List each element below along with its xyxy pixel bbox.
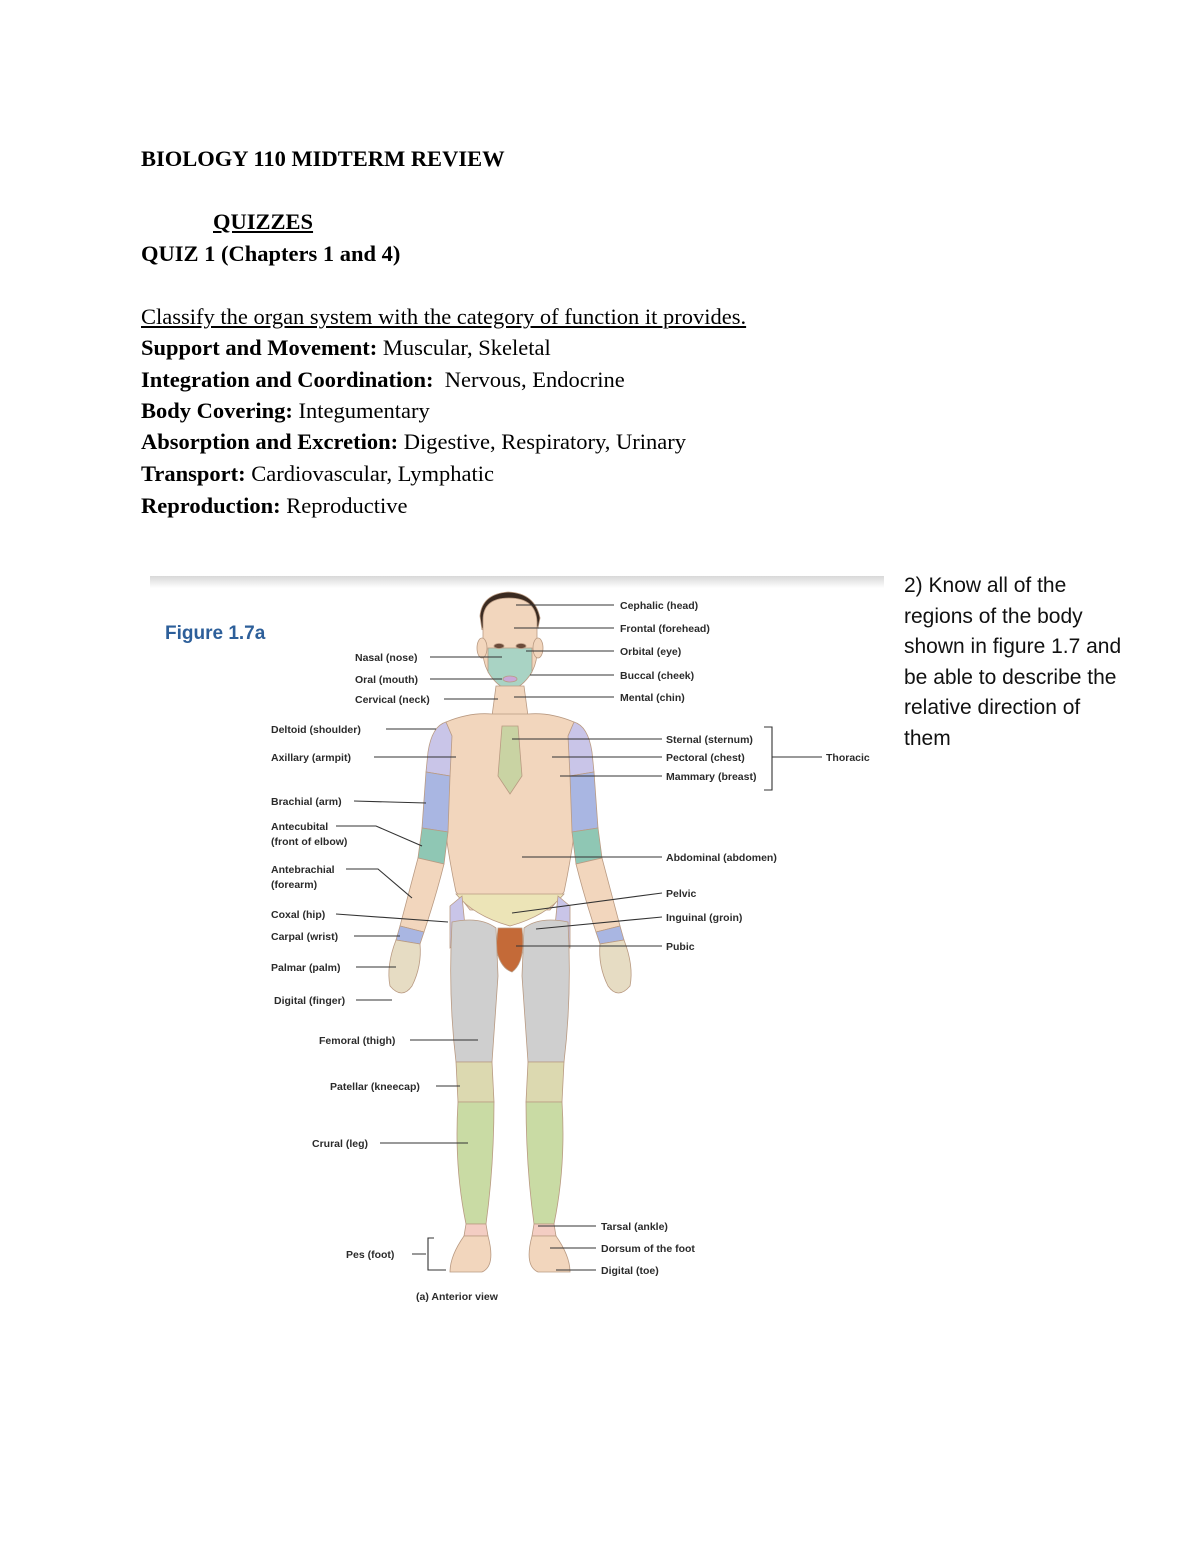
right-foot bbox=[529, 1236, 570, 1272]
right-deltoid-region bbox=[568, 722, 594, 776]
right-ear bbox=[533, 638, 543, 658]
quiz-heading: QUIZ 1 (Chapters 1 and 4) bbox=[141, 241, 401, 266]
label-antebrachial-sub: (forearm) bbox=[271, 879, 318, 891]
thoracic-bracket bbox=[764, 727, 772, 790]
left-foot bbox=[450, 1236, 491, 1272]
category-line bbox=[141, 397, 430, 425]
category-term: Integration and Coordination: bbox=[141, 367, 434, 392]
left-leg bbox=[457, 1102, 494, 1224]
label-antecubital-sub: (front of elbow) bbox=[271, 836, 348, 848]
label-antebrachial: Antebrachial bbox=[271, 864, 335, 876]
category-systems: Nervous, Endocrine bbox=[433, 367, 625, 392]
label-brachial: Brachial (arm) bbox=[271, 796, 342, 808]
left-ankle bbox=[464, 1224, 488, 1236]
mouth bbox=[503, 676, 517, 682]
label-antecubital: Antecubital bbox=[271, 821, 329, 833]
label-buccal: Buccal (cheek) bbox=[620, 670, 695, 682]
category-systems: Muscular, Skeletal bbox=[377, 335, 551, 360]
label-mammary: Mammary (breast) bbox=[666, 771, 757, 783]
note-line: regions of the body bbox=[904, 604, 1083, 628]
label-frontal: Frontal (forehead) bbox=[620, 623, 710, 635]
figure-top-band bbox=[150, 576, 884, 588]
category-systems: Cardiovascular, Lymphatic bbox=[245, 461, 494, 486]
label-pubic: Pubic bbox=[666, 941, 695, 953]
category-line bbox=[141, 428, 686, 456]
label-abdominal: Abdominal (abdomen) bbox=[666, 852, 777, 864]
category-term: Support and Movement: bbox=[141, 335, 378, 360]
face-region bbox=[488, 648, 532, 690]
neck bbox=[492, 686, 528, 716]
label-oral: Oral (mouth) bbox=[355, 674, 418, 686]
right-antecubital-region bbox=[572, 828, 602, 864]
label-pectoral: Pectoral (chest) bbox=[666, 752, 745, 764]
right-hand bbox=[600, 940, 631, 993]
label-cervical: Cervical (neck) bbox=[355, 694, 430, 706]
pes-bracket bbox=[412, 1238, 446, 1270]
note-line: them bbox=[904, 726, 951, 750]
category-term: Reproduction: bbox=[141, 493, 281, 518]
figure-note bbox=[904, 571, 1200, 754]
document-title: BIOLOGY 110 MIDTERM REVIEW bbox=[141, 146, 505, 171]
label-patellar: Patellar (kneecap) bbox=[330, 1081, 420, 1093]
label-crural: Crural (leg) bbox=[312, 1138, 369, 1150]
label-thoracic: Thoracic bbox=[826, 752, 870, 764]
label-nasal: Nasal (nose) bbox=[355, 652, 418, 664]
leader-line bbox=[346, 869, 412, 898]
label-dorsum: Dorsum of the foot bbox=[601, 1243, 695, 1255]
label-digital-toe: Digital (toe) bbox=[601, 1265, 659, 1277]
left-ear bbox=[477, 638, 487, 658]
note-line: be able to describe the bbox=[904, 665, 1117, 689]
label-carpal: Carpal (wrist) bbox=[271, 931, 339, 943]
category-line bbox=[141, 492, 407, 520]
label-femoral: Femoral (thigh) bbox=[319, 1035, 396, 1047]
figure-title: Figure 1.7a bbox=[165, 623, 266, 644]
category-line bbox=[141, 334, 551, 362]
leader-line bbox=[336, 914, 448, 922]
left-eye bbox=[494, 644, 504, 649]
right-brachial-region bbox=[570, 772, 598, 832]
category-term: Transport: bbox=[141, 461, 246, 486]
label-inguinal: Inguinal (groin) bbox=[666, 912, 743, 924]
label-coxal: Coxal (hip) bbox=[271, 909, 326, 921]
body-regions-figure bbox=[150, 576, 884, 1312]
label-sternal: Sternal (sternum) bbox=[666, 734, 753, 746]
left-thigh bbox=[451, 920, 498, 1062]
category-line bbox=[141, 366, 625, 394]
leader-line bbox=[354, 801, 426, 803]
category-systems: Reproductive bbox=[280, 493, 408, 518]
label-cephalic: Cephalic (head) bbox=[620, 600, 699, 612]
right-forearm bbox=[576, 858, 620, 932]
label-mental: Mental (chin) bbox=[620, 692, 685, 704]
label-palmar: Palmar (palm) bbox=[271, 962, 341, 974]
category-term: Body Covering: bbox=[141, 398, 293, 423]
category-systems: Digestive, Respiratory, Urinary bbox=[398, 429, 686, 454]
left-brachial-region bbox=[422, 772, 450, 832]
left-antecubital-region bbox=[418, 828, 448, 864]
note-line: 2) Know all of the bbox=[904, 574, 1067, 597]
leader-line bbox=[336, 826, 422, 846]
label-axillary: Axillary (armpit) bbox=[271, 752, 351, 764]
left-deltoid-region bbox=[426, 722, 452, 776]
instruction-text: Classify the organ system with the category of function it provides. bbox=[141, 304, 747, 329]
right-eye bbox=[516, 644, 526, 649]
right-knee bbox=[526, 1062, 564, 1102]
label-pes: Pes (foot) bbox=[346, 1249, 395, 1261]
right-leg bbox=[526, 1102, 563, 1224]
note-line: shown in figure 1.7 and bbox=[904, 635, 1122, 658]
right-thigh bbox=[522, 920, 569, 1062]
pubic-region bbox=[496, 928, 523, 972]
left-knee bbox=[456, 1062, 494, 1102]
label-digital-finger: Digital (finger) bbox=[274, 995, 346, 1007]
label-pelvic: Pelvic bbox=[666, 888, 697, 900]
label-tarsal: Tarsal (ankle) bbox=[601, 1221, 668, 1233]
figure-caption: (a) Anterior view bbox=[416, 1291, 498, 1303]
category-systems: Integumentary bbox=[292, 398, 430, 423]
category-term: Absorption and Excretion: bbox=[141, 429, 399, 454]
category-line bbox=[141, 460, 494, 488]
label-orbital: Orbital (eye) bbox=[620, 646, 682, 658]
label-deltoid: Deltoid (shoulder) bbox=[271, 724, 361, 736]
section-heading: QUIZZES bbox=[213, 209, 314, 234]
note-line: relative direction of bbox=[904, 696, 1081, 719]
